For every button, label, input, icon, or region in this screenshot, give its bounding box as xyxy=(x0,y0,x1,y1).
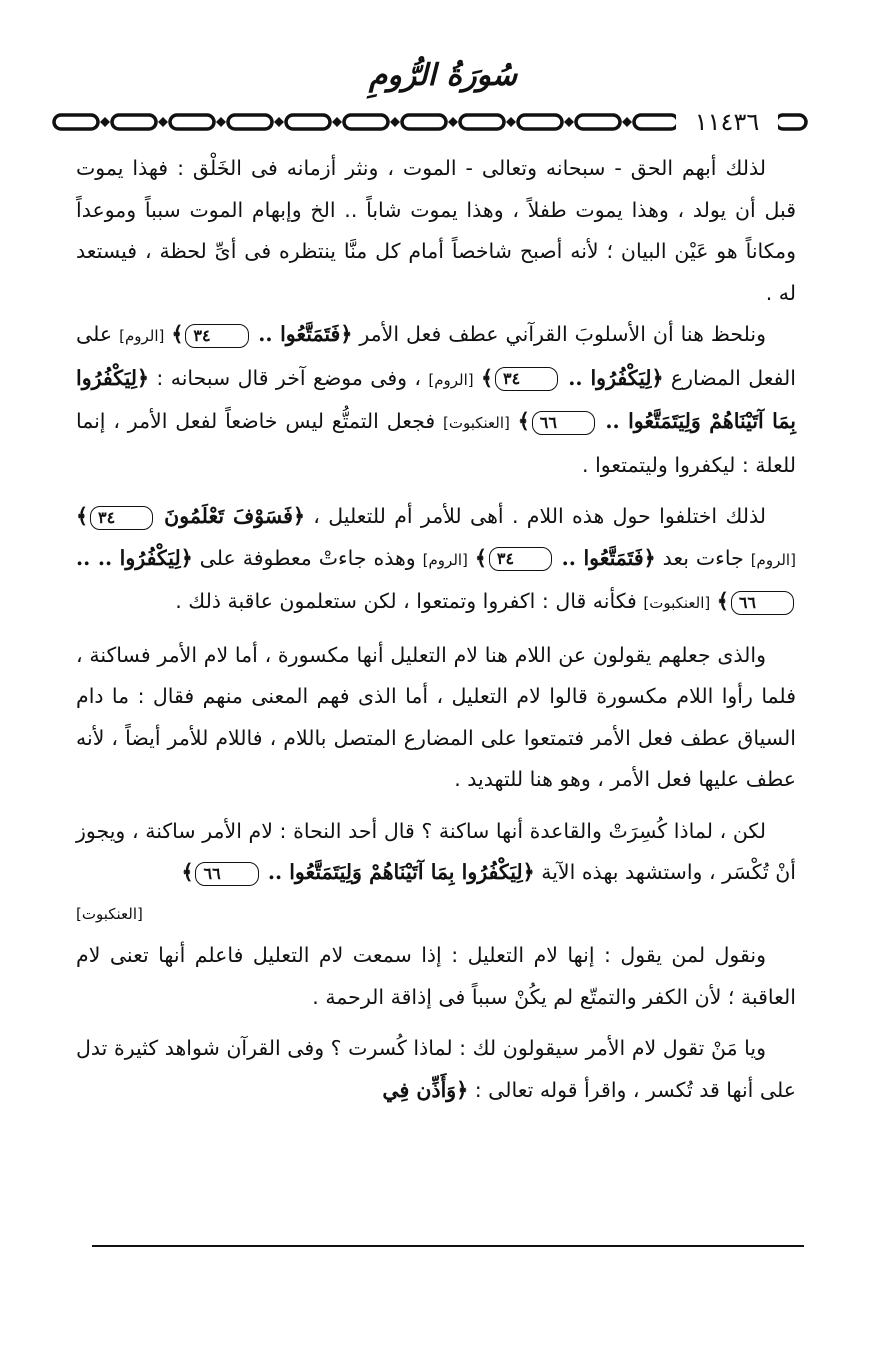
chain-diamond xyxy=(390,117,400,127)
verse-number-badge: ٣٤ xyxy=(185,324,248,348)
footer-rule xyxy=(92,1245,804,1247)
chain-link xyxy=(228,115,272,129)
paragraph-7: ويا مَنْ تقول لام الأمر سيقولون لك : لماذا كُسرت ؟ وفى القرآن شواهد كثيرة تدل على أنها قد تُكسر ، واقرأ قوله تعالى : ﴿وَأَذِّن فِي xyxy=(76,1036,796,1102)
surah-reference: [الروم] xyxy=(119,327,165,345)
chain-diamond xyxy=(100,117,110,127)
chain-diamond xyxy=(448,117,458,127)
chain-link xyxy=(776,115,806,129)
chain-link xyxy=(112,115,156,129)
chain-diamond xyxy=(158,117,168,127)
paragraph-1: لذلك أبهم الحق - سبحانه وتعالى - الموت ، ونثر أزمانه فى الخَلْق : فهذا يموت قبل أن يولد ، وهذا يموت طفلاً ، وهذا يموت شاباً .. الخ وإبهام الموت سبباً وموعداً ومكاناً هو عَيْن البيان ؛ لأنه أصبح شاخصاً أمام كل منَّا ينتظره فى أىِّ لحظة ، فيستعد له . xyxy=(76,156,796,305)
surah-reference: [العنكبوت] xyxy=(643,594,711,612)
surah-reference: [العنكبوت] xyxy=(76,904,143,923)
verse-number-badge: ٣٤ xyxy=(489,547,552,571)
quran-quote: ﴿فَتَمَتَّعُوا .. ٣٤﴾ xyxy=(171,322,353,346)
paragraph-4: والذى جعلهم يقولون عن اللام هنا لام التعليل أنها مكسورة ، أما لام الأمر فساكنة ، فلما رأوا اللام مكسورة قالوا لام التعليل ، أما الذى فهم المعنى منهم فقال : ما دام السياق عطف فعل الأمر فتمتعوا على المضارع المتصل باللام ، فاللام للأمر أيضاً ، لأنه عطف عليها فعل الأمر ، وهو هنا للتهديد . xyxy=(76,642,796,791)
chain-link xyxy=(170,115,214,129)
verse-number-badge: ٣٤ xyxy=(90,506,153,530)
chain-link xyxy=(402,115,446,129)
surah-reference: [الروم] xyxy=(750,550,796,569)
chain-diamond xyxy=(274,117,284,127)
chain-link xyxy=(576,115,620,129)
chain-diamond xyxy=(332,117,342,127)
chain-link xyxy=(634,115,678,129)
chain-diamond xyxy=(506,117,516,127)
quran-quote: ﴿لِيَكْفُرُوا .. ٣٤﴾ xyxy=(481,365,664,390)
surah-reference: [الروم] xyxy=(422,550,468,569)
quran-quote: ﴿فَتَمَتَّعُوا .. ٣٤﴾ xyxy=(474,545,656,570)
chain-diamond xyxy=(564,117,574,127)
quran-quote: ﴿لِيَكْفُرُوا بِمَا آتَيْنَاهُمْ وَلِيَتَمَتَّعُوا .. ٦٦﴾ xyxy=(181,860,535,884)
body-text xyxy=(76,148,796,1111)
paragraph-2: ونلحظ هنا أن الأسلوبَ القرآني عطف فعل الأمر ﴿فَتَمَتَّعُوا .. ٣٤﴾ [الروم] على الفعل المضارع ﴿لِيَكْفُرُوا .. ٣٤﴾ [الروم] ، وفى موضع آخر قال سبحانه : ﴿لِيَكْفُرُوا بِمَا آتَيْنَاهُمْ وَلِيَتَمَتَّعُوا .. ٦٦﴾ [العنكبوت] فجعل التمتُّع ليس خاضعاً لفعل الأمر ، إنما للعلة : ليكفروا وليتمتعوا . xyxy=(76,322,796,477)
paragraph-5: لكن ، لماذا كُسِرَتْ والقاعدة أنها ساكنة ؟ قال أحد النحاة : لام الأمر ساكنة ، ويجوز أنْ تُكْسَر ، واستشهد بهذه الآية ﴿لِيَكْفُرُوا بِمَا آتَيْنَاهُمْ وَلِيَتَمَتَّعُوا .. ٦٦﴾ [العنكبوت] xyxy=(76,811,796,936)
verse-number-badge: ٦٦ xyxy=(731,591,794,615)
chain-link xyxy=(286,115,330,129)
verse-number-badge: ٦٦ xyxy=(532,411,595,435)
chain-diamond xyxy=(216,117,226,127)
chain-link xyxy=(54,115,98,129)
paragraph-6: ونقول لمن يقول : إنها لام التعليل : إذا سمعت لام التعليل فاعلم أنها تعنى لام العاقبة ؛ لأن الكفر والتمتّع لم يكُنْ سبباً فى إذاقة الرحمة . xyxy=(76,943,796,1009)
chain-link xyxy=(518,115,562,129)
page-number: ١١٤٣٦ xyxy=(676,104,778,140)
verse-number-badge: ٦٦ xyxy=(195,862,258,886)
quran-quote: ﴿لِيَكْفُرُوا .. .. ٦٦﴾ xyxy=(76,546,796,614)
quran-quote: ﴿وَأَذِّن فِي xyxy=(382,1077,469,1102)
chain-link xyxy=(344,115,388,129)
surah-reference: [العنكبوت] xyxy=(442,414,510,432)
chain-diamond xyxy=(622,117,632,127)
quran-quote: ﴿فَسَوْفَ تَعْلَمُونَ ٣٤﴾ xyxy=(76,504,305,528)
surah-title: سُورَةُ الرُّومِ xyxy=(368,58,518,93)
quran-quote: ﴿لِيَكْفُرُوا بِمَا آتَيْنَاهُمْ وَلِيَتَمَتَّعُوا .. ٦٦﴾ xyxy=(76,365,796,433)
verse-number-badge: ٣٤ xyxy=(495,367,558,391)
surah-reference: [الروم] xyxy=(428,370,474,389)
chain-link xyxy=(460,115,504,129)
paragraph-3: لذلك اختلفوا حول هذه اللام . أهى للأمر أم للتعليل ، ﴿فَسَوْفَ تَعْلَمُونَ ٣٤﴾ [الروم] جاءت بعد ﴿فَتَمَتَّعُوا .. ٣٤﴾ [الروم] وهذه جاءتْ معطوفة على ﴿لِيَكْفُرُوا .. .. ٦٦﴾ [العنكبوت] فكأنه قال : اكفروا وتمتعوا ، لكن ستعلمون عاقبة ذلك . xyxy=(76,504,796,613)
